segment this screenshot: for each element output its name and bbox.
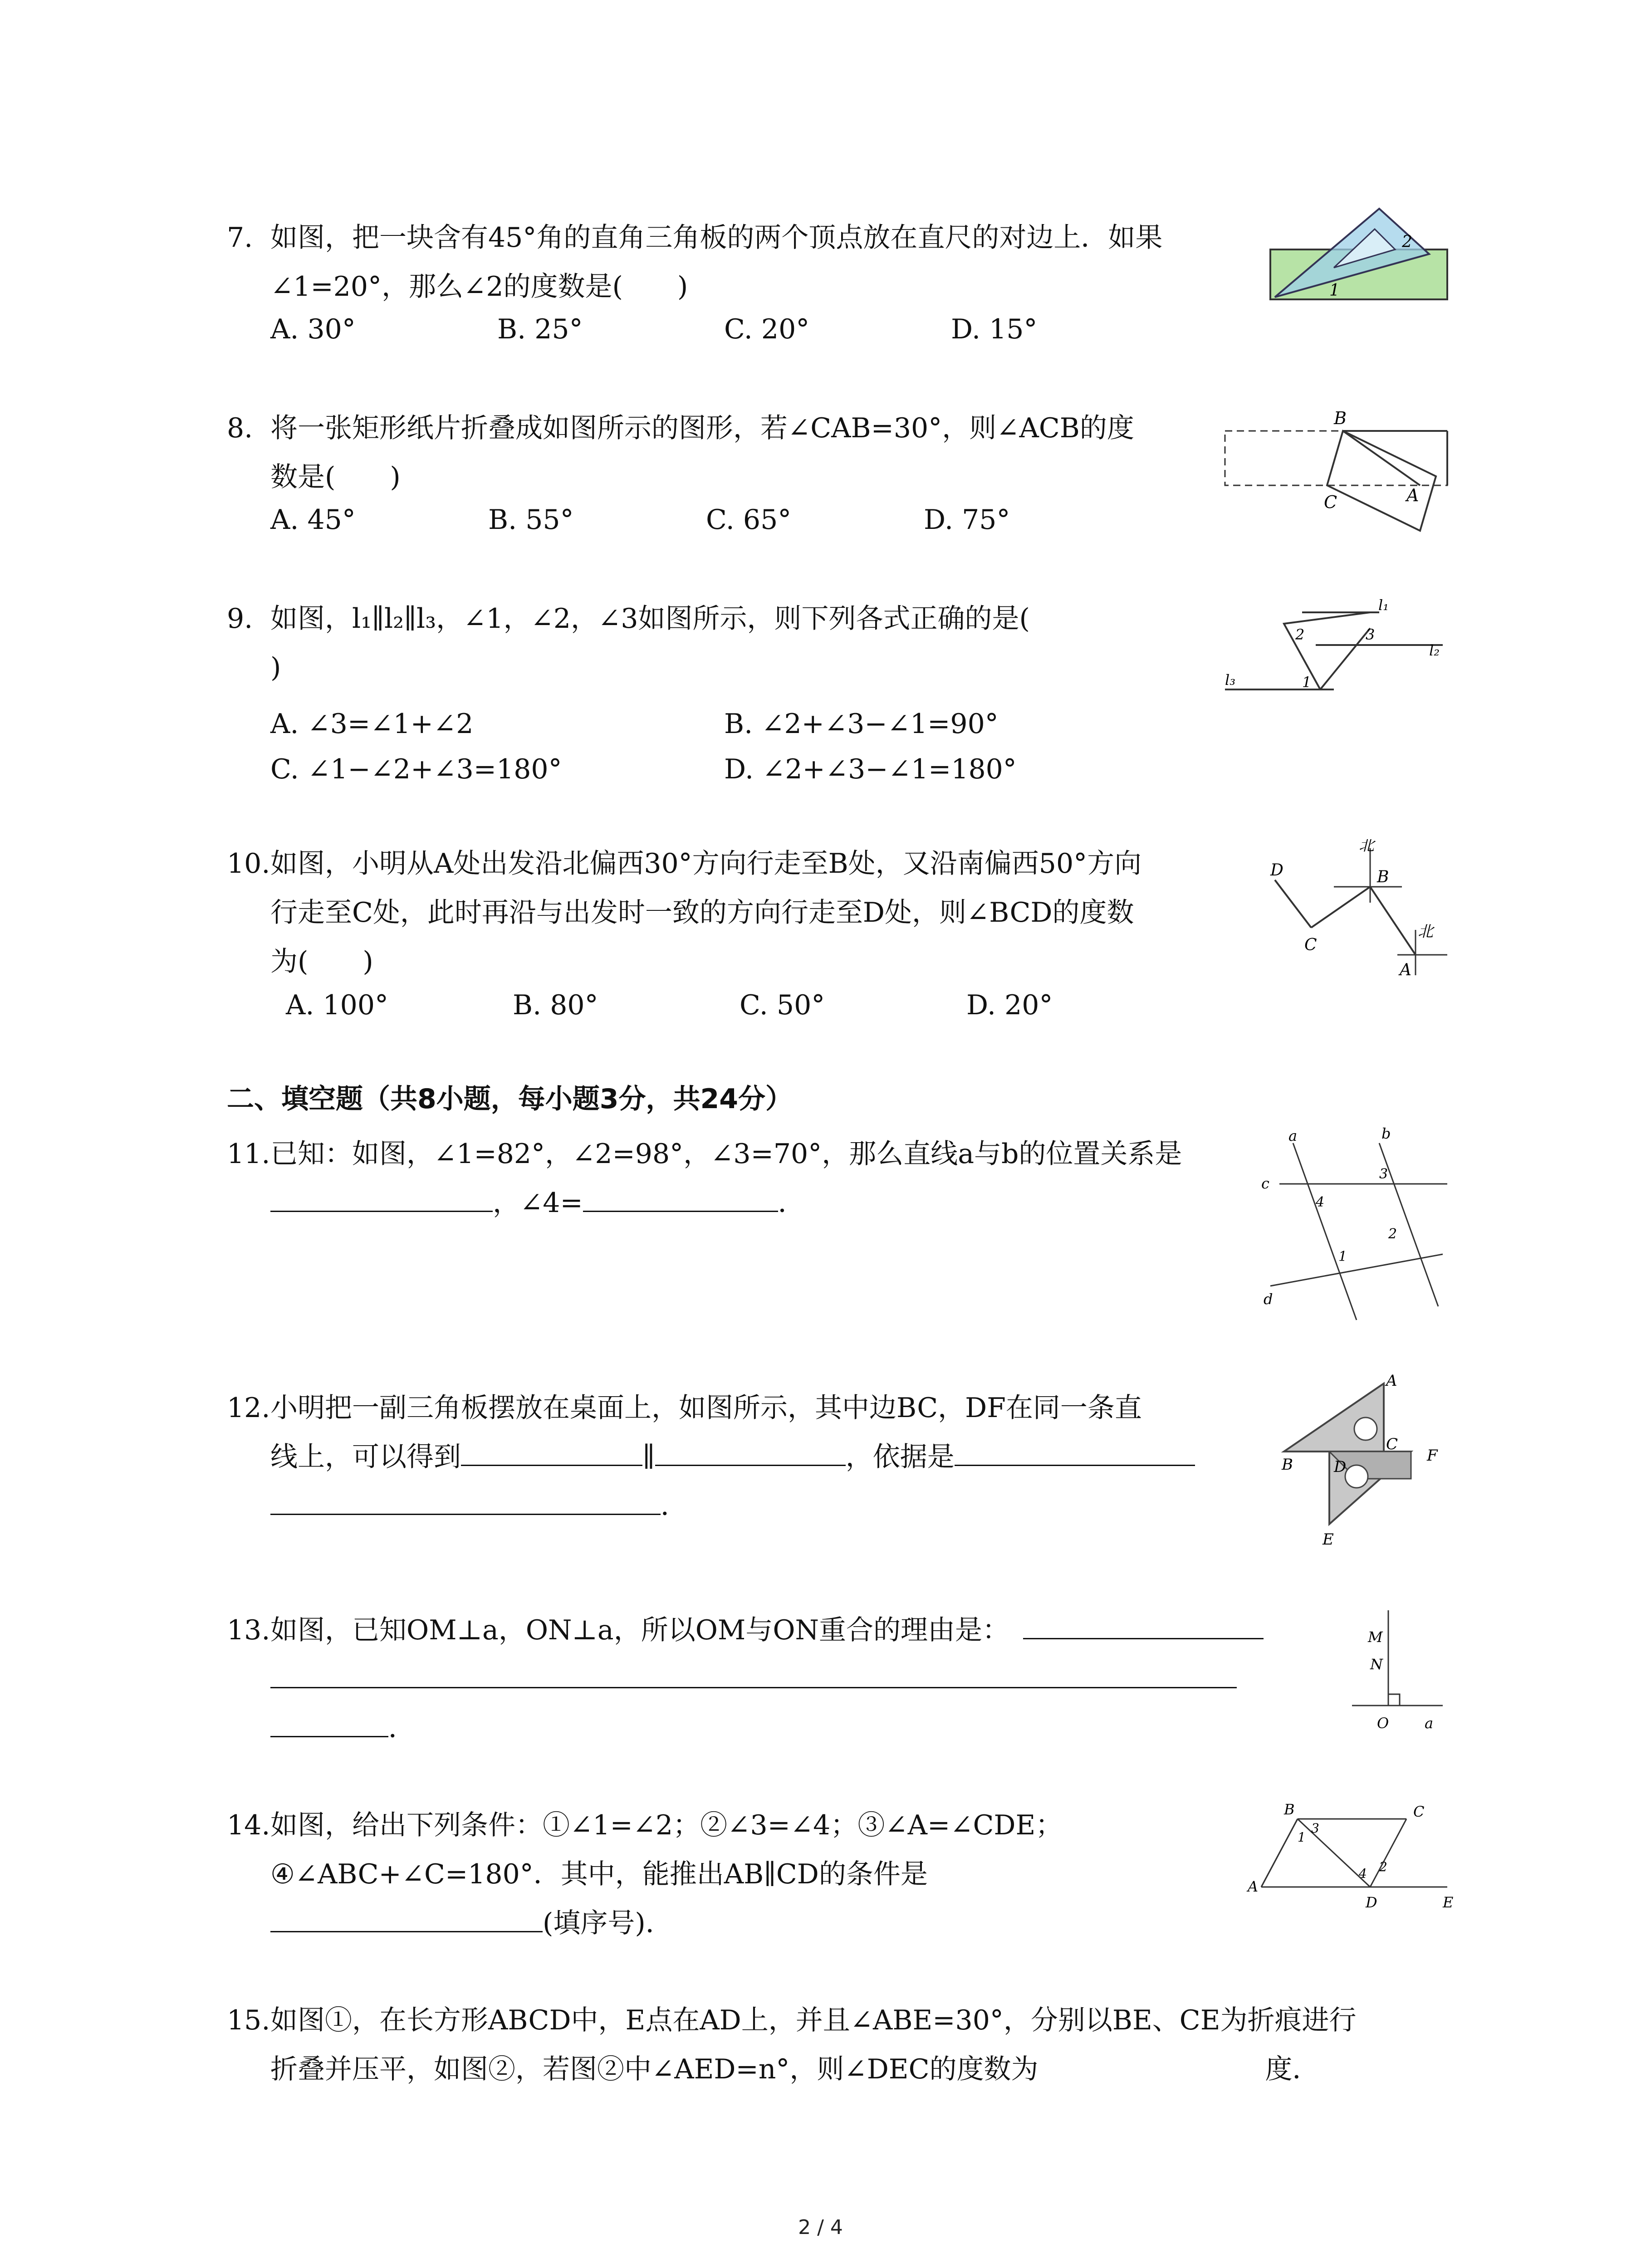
question-7 [227, 213, 1162, 311]
north-label: 北 [1418, 923, 1433, 941]
label-b: B [1334, 408, 1347, 428]
question-number: 10. [227, 848, 270, 880]
north-label: 北 [1359, 839, 1374, 855]
question-8 [227, 404, 1134, 502]
figure-q10-direction [1261, 839, 1465, 991]
option-c[interactable]: C. 50° [740, 989, 825, 1021]
option-d[interactable]: D. 15° [951, 313, 1038, 345]
question-text: 度． [1265, 2053, 1320, 2085]
label-a: a [1288, 1127, 1298, 1144]
question-text: 如图①，在长方形ABCD中，E点在AD上，并且∠ABE=30°，分别以BE、CE为折痕进行 [270, 2004, 1357, 2036]
label-d: D [1270, 861, 1283, 880]
question-text: 已知：如图，∠1=82°，∠2=98°，∠3=70°，那么直线a与b的位置关系是 [270, 1138, 1182, 1170]
question-text: 线上，可以得到 [270, 1441, 461, 1473]
question-text: ． [388, 1712, 416, 1744]
question-number: 13. [227, 1614, 270, 1646]
question-text: 行走至C处，此时再沿与出发时一致的方向行走至D处，则∠BCD的度数 [270, 897, 1134, 929]
option-a[interactable]: A. ∠3=∠1+∠2 [270, 708, 474, 740]
question-text: ． [661, 1490, 688, 1522]
question-number: 15. [227, 2004, 270, 2036]
label-b: B [1282, 1456, 1293, 1474]
question-number: 9. [227, 603, 253, 635]
answer-blank[interactable] [655, 1438, 846, 1466]
label-c: C [1324, 492, 1337, 512]
angle-label-4: 4 [1316, 1194, 1325, 1210]
angle-label-2: 2 [1402, 233, 1412, 251]
label-d: D [1366, 1894, 1377, 1911]
angle-label-3: 3 [1379, 1166, 1388, 1182]
question-text: 如图，把一块含有45°角的直角三角板的两个顶点放在直尺的对边上．如果 [270, 222, 1163, 254]
options-q10 [286, 982, 1239, 1028]
question-text: ∠1=20°，那么∠2的度数是( ) [270, 271, 688, 303]
option-d[interactable]: D. ∠2+∠3−∠1=180° [724, 753, 1017, 785]
question-text: 如图，给出下列条件：①∠1=∠2；②∠3=∠4；③∠A=∠CDE； [270, 1809, 1063, 1841]
answer-blank[interactable] [1023, 1612, 1264, 1639]
question-number: 8. [227, 412, 253, 444]
label-e: E [1323, 1530, 1334, 1547]
label-a: A [1400, 961, 1411, 979]
question-text: ，依据是 [845, 1441, 955, 1473]
label-d: d [1264, 1290, 1273, 1308]
option-a[interactable]: A. 30° [270, 313, 356, 345]
answer-blank[interactable] [955, 1438, 1195, 1466]
answer-blank[interactable] [270, 1905, 543, 1932]
answer-blank[interactable] [270, 1710, 388, 1737]
figure-q12-set-squares [1275, 1374, 1456, 1549]
option-a[interactable]: A. 45° [270, 504, 356, 536]
question-11 [227, 1129, 1182, 1227]
question-text: 将一张矩形纸片折叠成如图所示的图形，若∠CAB=30°，则∠ACB的度 [270, 412, 1134, 444]
answer-blank[interactable] [461, 1438, 642, 1466]
question-text: ∥ [642, 1441, 655, 1473]
question-15 [227, 1996, 1357, 2094]
question-text: 数是( ) [270, 461, 401, 493]
label-l1: l₁ [1378, 596, 1389, 614]
question-text: 为( ) [270, 946, 373, 978]
angle-label-1: 1 [1329, 281, 1340, 300]
label-c: C [1304, 936, 1317, 954]
label-b: B [1284, 1801, 1295, 1818]
label-o: O [1377, 1715, 1389, 1732]
option-d[interactable]: D. 20° [966, 989, 1053, 1021]
option-b[interactable]: B. 25° [497, 313, 583, 345]
label-c: C [1386, 1435, 1398, 1453]
angle-label-1: 1 [1338, 1249, 1347, 1265]
question-text: ，∠4= [493, 1187, 583, 1219]
angle-label-2: 2 [1379, 1859, 1387, 1874]
option-b[interactable]: B. 80° [513, 989, 598, 1021]
label-l2: l₂ [1429, 642, 1440, 659]
label-c: c [1261, 1175, 1269, 1192]
option-c[interactable]: C. ∠1−∠2+∠3=180° [270, 753, 562, 785]
option-a[interactable]: A. 100° [286, 989, 388, 1021]
angle-label-4: 4 [1359, 1866, 1367, 1881]
question-text: ④∠ABC+∠C=180°．其中，能推出AB∥CD的条件是 [270, 1858, 928, 1890]
figure-q8-folded-rectangle [1220, 399, 1456, 551]
question-text: 小明把一副三角板摆放在桌面上，如图所示，其中边BC，DF在同一条直 [270, 1392, 1142, 1424]
question-10 [227, 839, 1141, 986]
question-text: 折叠并压平，如图②，若图②中∠AED=n°，则∠DEC的度数为 [270, 2053, 1038, 2085]
option-b[interactable]: B. ∠2+∠3−∠1=90° [724, 708, 999, 740]
label-l3: l₃ [1225, 671, 1236, 689]
label-d: D [1334, 1458, 1347, 1476]
options-q8 [270, 497, 1223, 543]
question-text: ． [778, 1187, 805, 1219]
angle-label-2: 2 [1295, 626, 1305, 643]
label-n: N [1370, 1656, 1383, 1673]
angle-label-3: 3 [1311, 1821, 1319, 1836]
label-a: A [1248, 1878, 1259, 1895]
angle-label-3: 3 [1366, 626, 1375, 643]
figure-q13-perpendicular [1343, 1601, 1452, 1739]
figure-q7-ruler-triangle [1266, 200, 1456, 310]
figure-q11-lines [1252, 1125, 1456, 1326]
label-a: A [1386, 1374, 1397, 1390]
question-number: 7. [227, 222, 253, 254]
question-14 [227, 1801, 1063, 1948]
label-c: C [1413, 1803, 1425, 1820]
label-f: F [1427, 1447, 1438, 1465]
label-e: E [1443, 1894, 1454, 1911]
answer-blank[interactable] [270, 1487, 661, 1515]
question-text: 如图，l₁∥l₂∥l₃，∠1，∠2，∠3如图所示，则下列各式正确的是( [270, 603, 1030, 635]
label-a: A [1406, 485, 1419, 505]
figure-q14-trapezoid [1243, 1796, 1461, 1916]
answer-blank[interactable] [270, 1661, 1237, 1688]
options-q7 [270, 307, 1223, 352]
question-9 [227, 594, 1030, 692]
answer-blank[interactable] [270, 1184, 493, 1212]
option-b[interactable]: B. 55° [488, 504, 574, 536]
options-q9 [270, 701, 1223, 792]
option-c[interactable]: C. 65° [706, 504, 792, 536]
question-text: 如图，已知OM⊥a，ON⊥a，所以OM与ON重合的理由是： [270, 1614, 1010, 1646]
label-m: M [1368, 1628, 1383, 1646]
figure-q9-parallel-lines [1216, 594, 1452, 705]
question-13 [227, 1606, 1264, 1753]
angle-label-2: 2 [1388, 1226, 1397, 1242]
label-b: B [1377, 868, 1389, 886]
label-b: b [1381, 1125, 1391, 1142]
question-text: (填序号)． [543, 1907, 673, 1939]
question-text: 如图，小明从A处出发沿北偏西30°方向行走至B处，又沿南偏西50°方向 [270, 848, 1142, 880]
question-number: 14. [227, 1809, 270, 1841]
angle-label-1: 1 [1298, 1830, 1306, 1845]
angle-label-1: 1 [1302, 674, 1312, 691]
question-12 [227, 1383, 1195, 1530]
section-title: 二、填空题（共8小题，每小题3分，共24分） [227, 1083, 793, 1115]
question-number: 12. [227, 1392, 270, 1424]
label-line-a: a [1425, 1715, 1434, 1732]
option-d[interactable]: D. 75° [924, 504, 1010, 536]
question-number: 11. [227, 1138, 270, 1170]
page-number: 2 / 4 [798, 2216, 843, 2239]
answer-blank[interactable] [583, 1184, 778, 1212]
option-c[interactable]: C. 20° [724, 313, 810, 345]
question-text: ) [270, 652, 281, 684]
